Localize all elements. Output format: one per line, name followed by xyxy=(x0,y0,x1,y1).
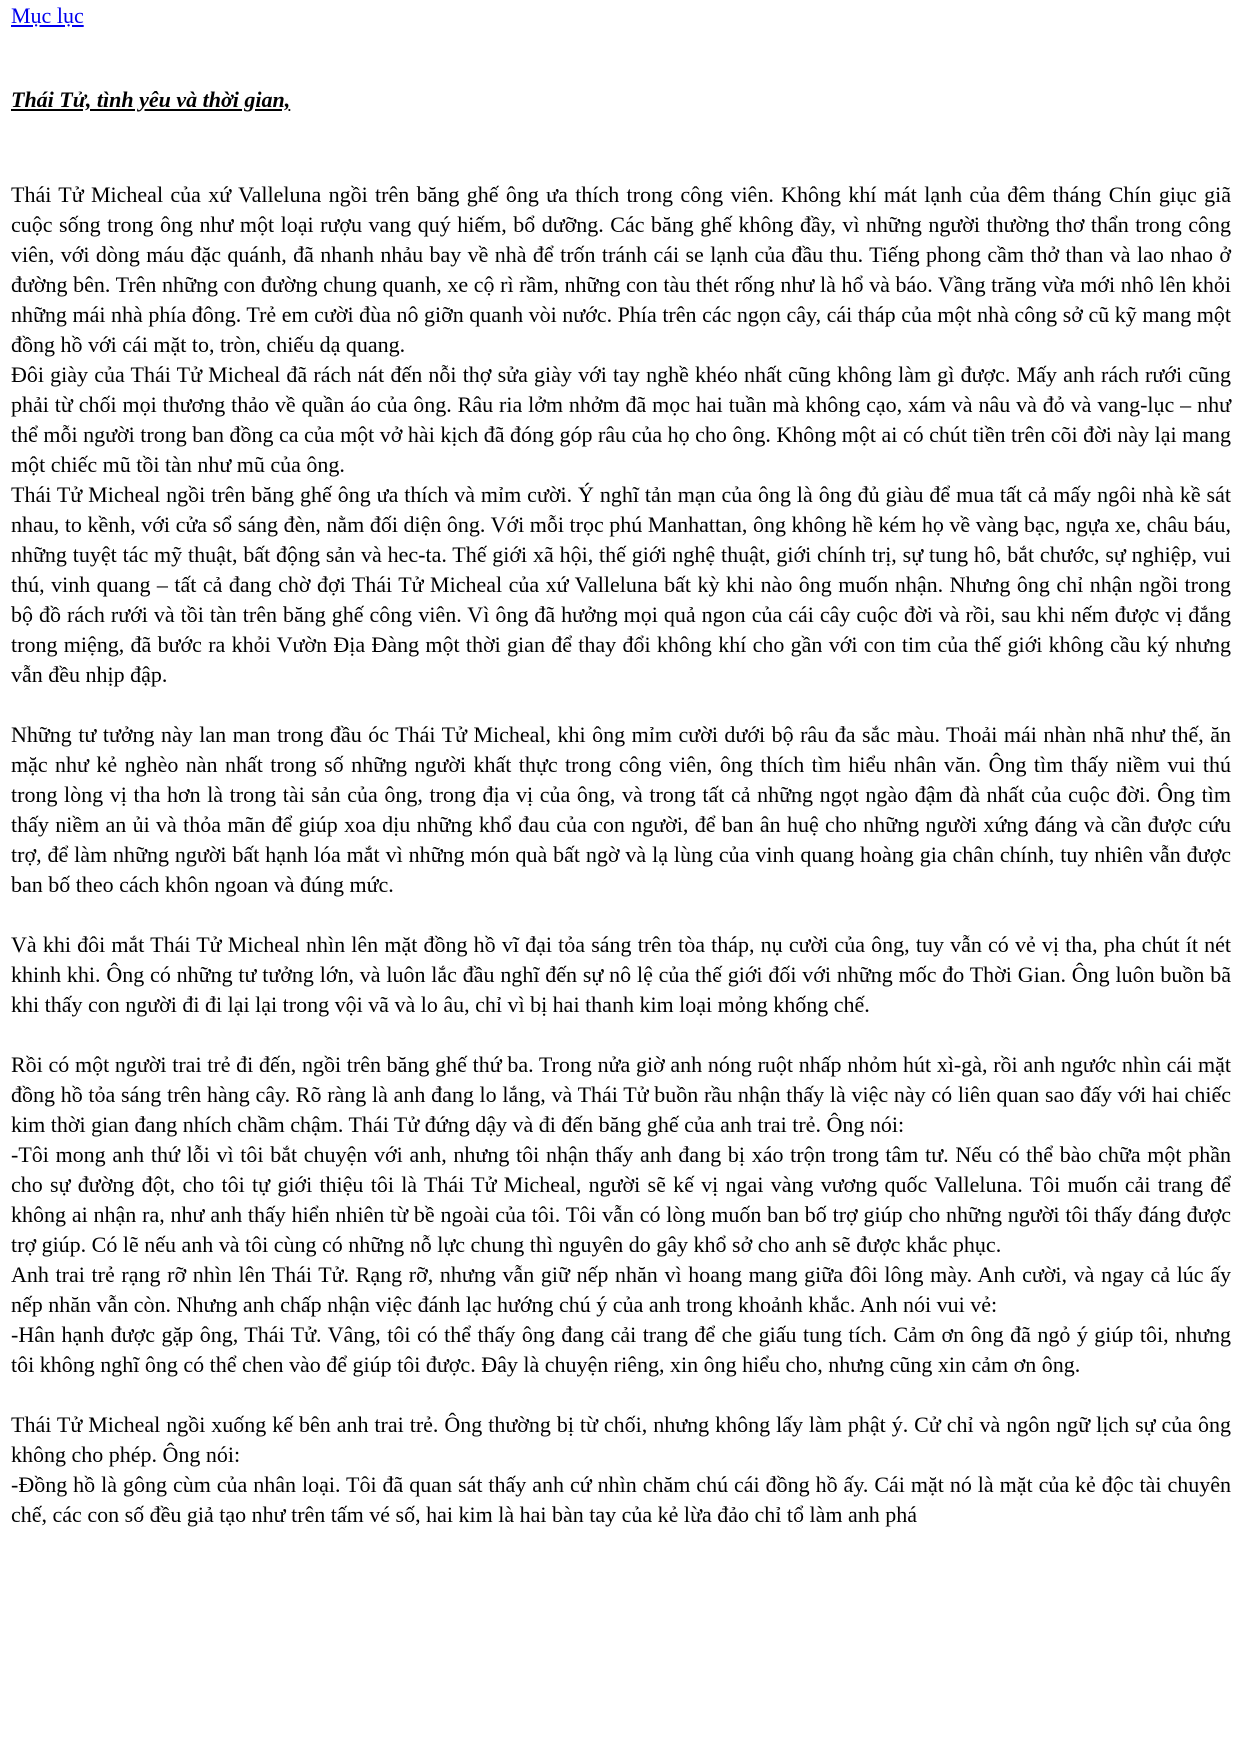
paragraph: -Tôi mong anh thứ lỗi vì tôi bắt chuyện với anh, nhưng tôi nhận thấy anh đang bị xáo trộn trong tâm tư. Nếu có thể bào chữa một phần cho sự đường đột, cho tôi tự giới thiệu tôi là Thái Tử Micheal, người sẽ kế vị ngai vàng vương quốc Valleluna. Tôi muốn cải trang để không ai nhận ra, như anh thấy hiển nhiên từ bề ngoài của tôi. Tôi vẫn có lòng muốn ban bố trợ giúp cho những người tôi thấy đáng được trợ giúp. Có lẽ nếu anh và tôi cùng có những nỗ lực chung thì nguyên do gây khổ sở cho anh sẽ được khắc phục. xyxy=(11,1142,1231,1257)
paragraph: -Hân hạnh được gặp ông, Thái Tử. Vâng, tôi có thể thấy ông đang cải trang để che giấu tung tích. Cảm ơn ông đã ngỏ ý giúp tôi, nhưng tôi không nghĩ ông có thể chen vào để giúp tôi được. Đây là chuyện riêng, xin ông hiểu cho, nhưng cũng xin cảm ơn ông. xyxy=(11,1322,1231,1377)
paragraph: Rồi có một người trai trẻ đi đến, ngồi trên băng ghế thứ ba. Trong nửa giờ anh nóng ruột nhấp nhỏm hút xì-gà, rồi anh ngước nhìn cái mặt đồng hồ tỏa sáng trên hàng cây. Rõ ràng là anh đang lo lắng, và Thái Tử buồn rầu nhận thấy là việc này có liên quan sao đấy với hai chiếc kim thời gian đang nhích chầm chậm. Thái Tử đứng dậy và đi đến băng ghế của anh trai trẻ. Ông nói: xyxy=(11,1052,1231,1137)
paragraph: -Đồng hồ là gông cùm của nhân loại. Tôi đã quan sát thấy anh cứ nhìn chăm chú cái đồng hồ ấy. Cái mặt nó là mặt của kẻ độc tài chuyên chế, các con số đều giả tạo như trên tấm vé số, hai kim là hai bàn tay của kẻ lừa đảo chỉ tổ làm anh phá xyxy=(11,1472,1231,1527)
table-of-contents-link[interactable]: Mục lục xyxy=(11,3,84,28)
paragraph: Thái Tử Micheal ngồi trên băng ghế ông ưa thích và mỉm cười. Ý nghĩ tản mạn của ông là ông đủ giàu để mua tất cả mấy ngôi nhà kề sát nhau, to kềnh, với cửa sổ sáng đèn, nằm đối diện ông. Với mỗi trọc phú Manhattan, ông không hề kém họ về vàng bạc, ngựa xe, châu báu, những tuyệt tác mỹ thuật, bất động sản và hec-ta. Thế giới xã hội, thế giới nghệ thuật, giới chính trị, sự tung hô, bắt chước, sự nghiệp, vui thú, vinh quang – tất cả đang chờ đợi Thái Tử Micheal của xứ Valleluna bất kỳ khi nào ông muốn nhận. Nhưng ông chỉ nhận ngồi trong bộ đồ rách rưới và tồi tàn trên băng ghế công viên. Vì ông đã hưởng mọi quả ngon của cái cây cuộc đời và rồi, sau khi nếm được vị đắng trong miệng, đã bước ra khỏi Vườn Địa Đàng một thời gian để thay đổi không khí cho gần với con tim của thế giới không cầu ký nhưng vẫn đều nhịp đập. xyxy=(11,482,1231,687)
paragraph: Và khi đôi mắt Thái Tử Micheal nhìn lên mặt đồng hồ vĩ đại tỏa sáng trên tòa tháp, nụ cười của ông, tuy vẫn có vẻ vị tha, pha chút ít nét khinh khi. Ông có những tư tưởng lớn, và luôn lắc đầu nghĩ đến sự nô lệ của thế giới đối với những mốc đo Thời Gian. Ông luôn buồn bã khi thấy con người đi đi lại lại trong vội vã và lo âu, chỉ vì bị hai thanh kim loại mỏng khống chế. xyxy=(11,932,1231,1017)
paragraph: Những tư tưởng này lan man trong đầu óc Thái Tử Micheal, khi ông mỉm cười dưới bộ râu đa sắc màu. Thoải mái nhàn nhã như thế, ăn mặc như kẻ nghèo nàn nhất trong số những người khất thực trong công viên, ông thích tìm hiểu nhân văn. Ông tìm thấy niềm vui thú trong lòng vị tha hơn là trong tài sản của ông, trong địa vị của ông, và trong tất cả những ngọt ngào đậm đà nhất của cuộc đời. Ông tìm thấy niềm an ủi và thỏa mãn để giúp xoa dịu những khổ đau của con người, để ban ân huệ cho những người xứng đáng và cần được cứu trợ, để làm những người bất hạnh lóa mắt vì những món quà bất ngờ và lạ lùng của vinh quang hoàng gia chân chính, tuy nhiên vẫn được ban bố theo cách khôn ngoan và đúng mức. xyxy=(11,722,1231,897)
paragraph: Đôi giày của Thái Tử Micheal đã rách nát đến nỗi thợ sửa giày với tay nghề khéo nhất cũng không làm gì được. Mấy anh rách rưới cũng phải từ chối mọi thương thảo về quần áo của ông. Râu ria lởm nhởm đã mọc hai tuần mà không cạo, xám và nâu và đỏ và vang-lục – như thể mỗi người trong ban đồng ca của một vở hài kịch đã đóng góp râu của họ cho ông. Không một ai có chút tiền trên cõi đời này lại mang một chiếc mũ tồi tàn như mũ của ông. xyxy=(11,362,1231,477)
chapter-title: Thái Tử, tình yêu và thời gian, xyxy=(11,87,291,112)
paragraph: Thái Tử Micheal ngồi xuống kế bên anh trai trẻ. Ông thường bị từ chối, nhưng không lấy làm phật ý. Cử chỉ và ngôn ngữ lịch sự của ông không cho phép. Ông nói: xyxy=(11,1412,1231,1467)
body-text xyxy=(11,180,1231,1530)
paragraph: Thái Tử Micheal của xứ Valleluna ngồi trên băng ghế ông ưa thích trong công viên. Không khí mát lạnh của đêm tháng Chín giục giã cuộc sống trong ông như một loại rượu vang quý hiếm, bổ dưỡng. Các băng ghế không đầy, vì những người thường thơ thẩn trong công viên, với dòng máu đặc quánh, đã nhanh nhảu bay về nhà để trốn tránh cái se lạnh của đầu thu. Tiếng phong cầm thở than và lao nhao ở đường bên. Trên những con đường chung quanh, xe cộ rì rầm, những con tàu thét rống như là hổ và báo. Vầng trăng vừa mới nhô lên khỏi những mái nhà phía đông. Trẻ em cười đùa nô giỡn quanh vòi nước. Phía trên các ngọn cây, cái tháp của một nhà công sở cũ kỹ mang một đồng hồ với cái mặt to, tròn, chiếu dạ quang. xyxy=(11,182,1231,357)
paragraph: Anh trai trẻ rạng rỡ nhìn lên Thái Tử. Rạng rỡ, nhưng vẫn giữ nếp nhăn vì hoang mang giữa đôi lông mày. Anh cười, và ngay cả lúc ấy nếp nhăn vẫn còn. Nhưng anh chấp nhận việc đánh lạc hướng chú ý của anh trong khoảnh khắc. Anh nói vui vẻ: xyxy=(11,1262,1231,1317)
